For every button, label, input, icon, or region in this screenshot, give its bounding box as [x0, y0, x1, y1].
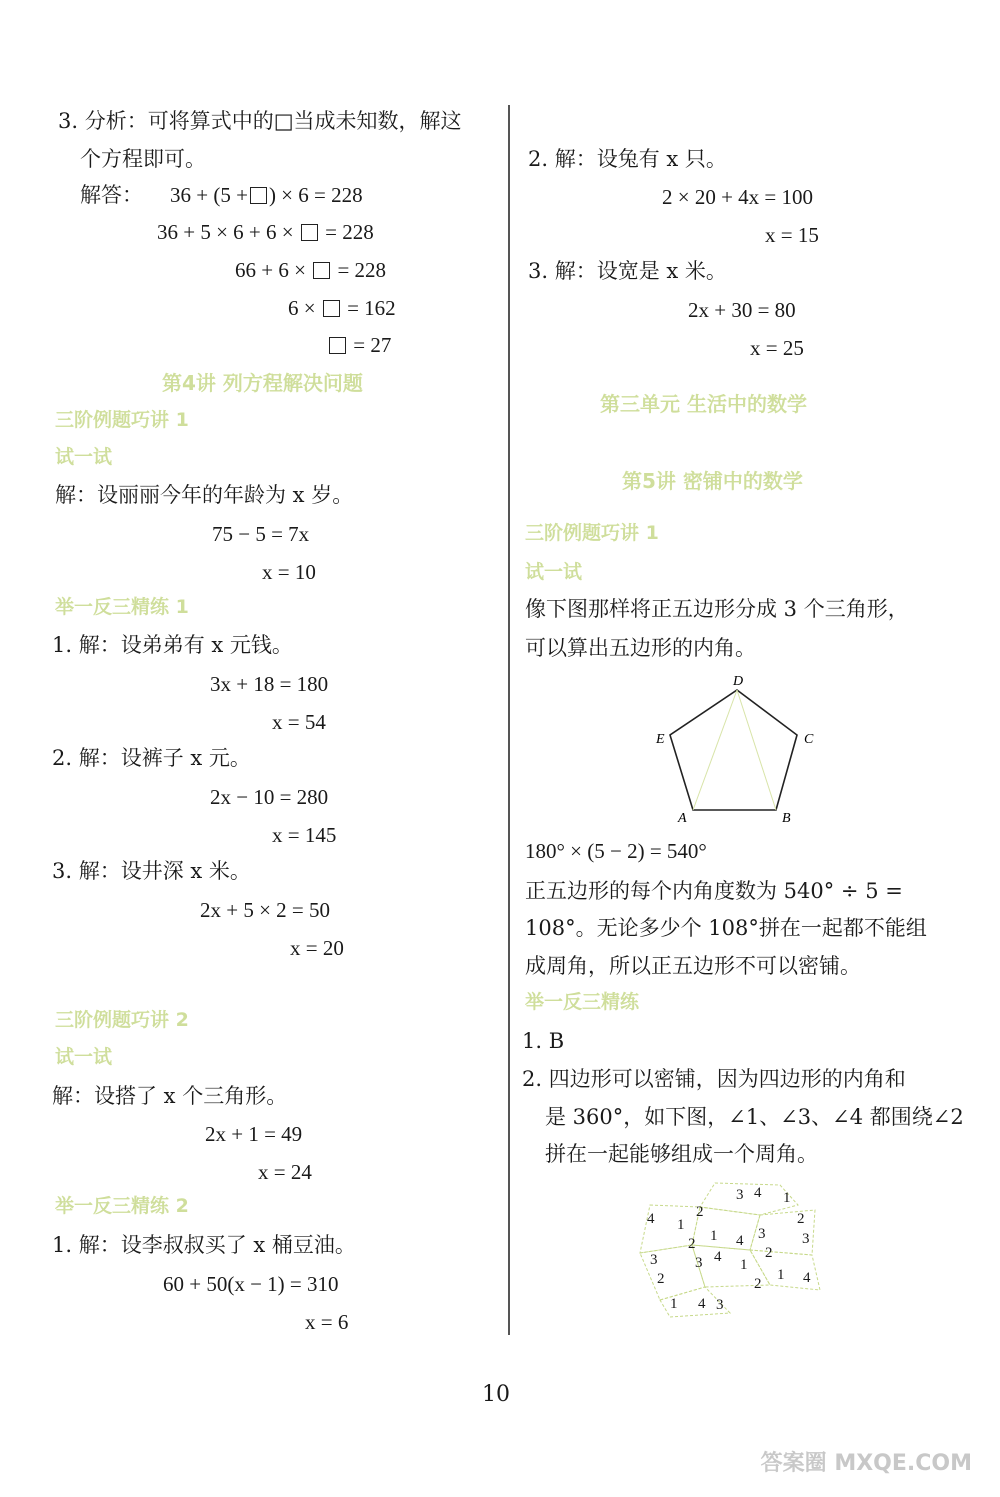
angle-label: 2 [688, 1236, 696, 1252]
equation-part: 6 × [288, 296, 316, 320]
angle-label: 4 [803, 1270, 811, 1286]
angle-label: 3 [695, 1255, 703, 1271]
section-heading: 三阶例题巧讲 1 [525, 522, 659, 544]
diagonal-line [693, 690, 737, 810]
equation-line: x = 15 [765, 223, 819, 247]
angle-label: 4 [714, 1249, 722, 1265]
equation-line [327, 334, 391, 357]
section-heading: 试一试 [525, 561, 583, 583]
diagonal-line [737, 690, 776, 810]
paragraph-line: 2. 四边形可以密铺，因为四边形的内角和 [522, 1067, 906, 1091]
equation-line: x = 24 [258, 1160, 312, 1184]
equation-line [157, 221, 374, 244]
equation-part: 36 + 5 × 6 + 6 × [157, 220, 294, 244]
paragraph-line: 正五边形的每个内角度数为 540° ÷ 5 = [525, 879, 903, 903]
paragraph-line: 拼在一起能够组成一个周角。 [545, 1142, 818, 1166]
angle-label: 3 [758, 1226, 766, 1242]
vertex-label-c: C [804, 732, 814, 747]
paragraph-line: 可以算出五边形的内角。 [525, 636, 756, 660]
vertex-label-d: D [733, 674, 744, 689]
question-3-line-1: 3. 分析：可将算式中的□当成未知数，解这 [58, 109, 462, 133]
angle-label: 1 [710, 1228, 718, 1244]
paragraph-line: 是 360°，如下图，∠1、∠3、∠4 都围绕∠2 [545, 1105, 964, 1129]
column-divider [508, 105, 510, 1335]
blank-box-icon [323, 300, 340, 317]
angle-label: 1 [740, 1257, 748, 1273]
angle-label: 1 [670, 1296, 678, 1312]
solution-intro: 3. 解：设宽是 x 米。 [528, 259, 727, 283]
angle-label: 3 [736, 1187, 744, 1203]
equation-line: x = 145 [272, 823, 337, 847]
equation-line: 180° × (5 − 2) = 540° [525, 839, 707, 863]
angle-label: 1 [677, 1217, 685, 1233]
pentagon-shape [670, 690, 797, 810]
equation-part: ) × 6 = 228 [268, 183, 363, 207]
angle-label: 3 [650, 1252, 658, 1268]
angle-label: 4 [647, 1211, 655, 1227]
equation-line: 2x − 10 = 280 [210, 785, 329, 809]
equation-part: = 228 [325, 220, 374, 244]
lesson-heading: 第4讲 列方程解决问题 [162, 371, 363, 395]
angle-label: 4 [698, 1296, 706, 1312]
vertex-label-a: A [678, 811, 687, 826]
section-heading: 三阶例题巧讲 2 [55, 1009, 189, 1031]
vertex-label-e: E [656, 732, 665, 747]
equation-line: 60 + 50(x − 1) = 310 [163, 1272, 339, 1296]
equation-line: 2x + 5 × 2 = 50 [200, 898, 331, 922]
angle-label: 2 [657, 1271, 665, 1287]
watermark-logo: 答案圈 MXQE.COM [760, 1451, 972, 1476]
equation-part: 66 + 6 × [235, 258, 306, 282]
angle-label: 4 [736, 1233, 744, 1249]
angle-labels [647, 1185, 811, 1313]
section-heading: 举一反三精练 1 [55, 596, 189, 618]
angle-label: 2 [696, 1204, 704, 1220]
equation-part: = 162 [347, 296, 396, 320]
equation-part: 36 + (5 + [170, 183, 248, 207]
equation-line: 2x + 30 = 80 [688, 298, 796, 322]
angle-label: 2 [754, 1276, 762, 1292]
equation-line: 2x + 1 = 49 [205, 1122, 303, 1146]
pentagon-diagram [640, 665, 840, 830]
equation-line: 3x + 18 = 180 [210, 672, 329, 696]
angle-label: 3 [716, 1297, 724, 1313]
solution-intro: 3. 解：设井深 x 米。 [52, 859, 251, 883]
question-3-line-2: 个方程即可。 [80, 147, 206, 171]
equation-line [288, 297, 396, 320]
quadrilateral-tiling-diagram [630, 1175, 830, 1320]
equation-line [170, 184, 363, 207]
equation-line: x = 10 [262, 560, 316, 584]
blank-box-icon [301, 224, 318, 241]
equation-line [235, 259, 386, 282]
blank-box-icon [329, 337, 346, 354]
equation-part: = 228 [337, 258, 387, 282]
page-number: 10 [482, 1382, 510, 1407]
tiling-outlines [640, 1183, 820, 1317]
solution-intro: 2. 解：设裤子 x 元。 [52, 746, 251, 770]
paragraph-line: 108°。无论多少个 108°拼在一起都不能组 [525, 916, 927, 940]
equation-part: = 27 [353, 333, 392, 357]
equation-line: x = 25 [750, 336, 804, 360]
unit-heading: 第三单元 生活中的数学 [600, 392, 807, 416]
solution-intro: 解：设丽丽今年的年龄为 x 岁。 [55, 483, 354, 507]
answer-line: 1. B [522, 1029, 565, 1053]
paragraph-line: 成周角，所以正五边形不可以密铺。 [525, 954, 861, 978]
blank-box-icon [250, 187, 267, 204]
lesson-heading: 第5讲 密铺中的数学 [622, 469, 803, 493]
solution-intro: 解：设搭了 x 个三角形。 [52, 1084, 288, 1108]
section-heading: 试一试 [55, 446, 113, 468]
solution-intro: 2. 解：设兔有 x 只。 [528, 147, 727, 171]
answer-label: 解答： [80, 183, 143, 207]
equation-line: 75 − 5 = 7x [212, 522, 310, 546]
section-heading: 试一试 [55, 1046, 113, 1068]
angle-label: 2 [797, 1211, 805, 1227]
solution-intro: 1. 解：设弟弟有 x 元钱。 [52, 633, 293, 657]
angle-label: 1 [783, 1190, 791, 1206]
angle-label: 1 [777, 1267, 785, 1283]
solution-intro: 1. 解：设李叔叔买了 x 桶豆油。 [52, 1233, 356, 1257]
blank-box-icon [313, 262, 330, 279]
section-heading: 举一反三精练 2 [55, 1195, 189, 1217]
paragraph-line: 像下图那样将正五边形分成 3 个三角形， [525, 597, 909, 621]
equation-line: x = 20 [290, 936, 344, 960]
equation-line: 2 × 20 + 4x = 100 [662, 185, 814, 209]
equation-line: x = 54 [272, 710, 326, 734]
angle-label: 2 [765, 1245, 773, 1261]
section-heading: 三阶例题巧讲 1 [55, 409, 189, 431]
vertex-label-b: B [782, 811, 791, 826]
equation-line: x = 6 [305, 1310, 349, 1334]
angle-label: 3 [802, 1231, 810, 1247]
angle-label: 4 [754, 1185, 762, 1201]
section-heading: 举一反三精练 [525, 991, 640, 1013]
